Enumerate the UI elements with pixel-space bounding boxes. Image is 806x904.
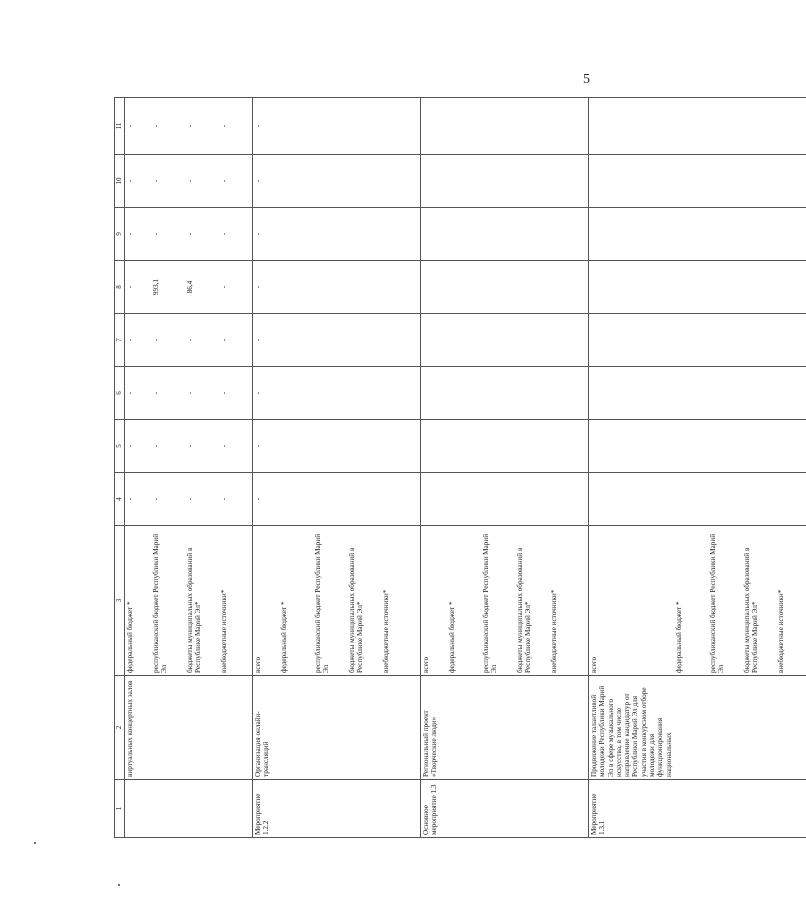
cell-value-col-9 xyxy=(381,208,421,261)
column-header-1: 1 xyxy=(115,780,125,838)
cell-value-col-7: - xyxy=(151,314,185,367)
cell-value-col-7 xyxy=(549,314,589,367)
cell-value-col-10: - xyxy=(125,155,151,208)
cell-value-col-8 xyxy=(589,261,674,314)
cell-value-col-10: - xyxy=(151,155,185,208)
cell-value-col-8 xyxy=(674,261,708,314)
table-row xyxy=(776,98,806,838)
cell-activity-name xyxy=(219,676,253,780)
column-header-8: 8 xyxy=(115,261,125,314)
cell-value-col-5 xyxy=(347,420,381,473)
cell-activity-code xyxy=(674,780,708,838)
cell-activity-name xyxy=(151,676,185,780)
cell-value-col-9: - xyxy=(219,208,253,261)
cell-activity-code xyxy=(381,780,421,838)
cell-value-col-7 xyxy=(313,314,347,367)
column-header-5: 5 xyxy=(115,420,125,473)
cell-value-col-8 xyxy=(421,261,447,314)
cell-activity-code xyxy=(481,780,515,838)
scan-speck xyxy=(34,842,36,844)
rotated-table-container xyxy=(114,98,785,838)
table-row xyxy=(549,98,589,838)
cell-value-col-6 xyxy=(447,367,481,420)
cell-value-col-4 xyxy=(708,473,742,526)
cell-value-col-9: - xyxy=(253,208,279,261)
cell-value-col-5 xyxy=(674,420,708,473)
cell-value-col-11 xyxy=(347,98,381,155)
column-header-10: 10 xyxy=(115,155,125,208)
cell-activity-code xyxy=(185,780,219,838)
cell-value-col-9: - xyxy=(151,208,185,261)
cell-value-col-8 xyxy=(708,261,742,314)
cell-value-col-10 xyxy=(549,155,589,208)
cell-funding-source: бюджеты муниципальных образований в Республике Марий Эл* xyxy=(185,526,219,676)
table-row xyxy=(589,98,674,838)
cell-value-col-11: - xyxy=(253,98,279,155)
cell-value-col-4 xyxy=(421,473,447,526)
cell-value-col-11 xyxy=(421,98,447,155)
cell-activity-code xyxy=(313,780,347,838)
cell-value-col-7 xyxy=(447,314,481,367)
cell-value-col-10: - xyxy=(185,155,219,208)
cell-value-col-4 xyxy=(481,473,515,526)
cell-value-col-5 xyxy=(776,420,806,473)
cell-activity-code: Основное мероприятие 1.3 xyxy=(421,780,447,838)
cell-funding-source: республиканский бюджет Республики Марий Эл xyxy=(708,526,742,676)
cell-activity-name xyxy=(481,676,515,780)
cell-value-col-11: - xyxy=(219,98,253,155)
cell-value-col-10 xyxy=(279,155,313,208)
table-body xyxy=(125,98,806,838)
cell-value-col-4 xyxy=(381,473,421,526)
cell-value-col-7 xyxy=(742,314,776,367)
cell-value-col-8: 86,4 xyxy=(185,261,219,314)
cell-value-col-10 xyxy=(708,155,742,208)
cell-value-col-6 xyxy=(776,367,806,420)
cell-activity-code xyxy=(549,780,589,838)
cell-value-col-10 xyxy=(447,155,481,208)
table-header-row xyxy=(115,98,125,838)
cell-value-col-7 xyxy=(421,314,447,367)
cell-value-col-11: - xyxy=(125,98,151,155)
cell-value-col-11 xyxy=(481,98,515,155)
cell-value-col-5 xyxy=(381,420,421,473)
cell-value-col-11 xyxy=(515,98,549,155)
cell-value-col-10 xyxy=(776,155,806,208)
cell-value-col-5: - xyxy=(253,420,279,473)
cell-value-col-6: - xyxy=(125,367,151,420)
cell-value-col-7 xyxy=(481,314,515,367)
cell-value-col-11 xyxy=(549,98,589,155)
cell-value-col-4 xyxy=(776,473,806,526)
cell-value-col-10 xyxy=(381,155,421,208)
column-header-7: 7 xyxy=(115,314,125,367)
cell-value-col-9 xyxy=(313,208,347,261)
cell-value-col-4: - xyxy=(185,473,219,526)
table-row xyxy=(674,98,708,838)
cell-value-col-5 xyxy=(447,420,481,473)
cell-value-col-5 xyxy=(742,420,776,473)
cell-value-col-6 xyxy=(708,367,742,420)
cell-activity-code xyxy=(776,780,806,838)
cell-value-col-7 xyxy=(515,314,549,367)
cell-activity-code xyxy=(708,780,742,838)
cell-value-col-6: - xyxy=(185,367,219,420)
cell-value-col-8: - xyxy=(253,261,279,314)
cell-funding-source: республиканский бюджет Республики Марий Эл xyxy=(313,526,347,676)
cell-activity-code xyxy=(279,780,313,838)
cell-funding-source: внебюджетные источники* xyxy=(776,526,806,676)
cell-value-col-10 xyxy=(421,155,447,208)
table-row xyxy=(742,98,776,838)
column-header-11: 11 xyxy=(115,98,125,155)
cell-value-col-10 xyxy=(515,155,549,208)
cell-value-col-4 xyxy=(347,473,381,526)
cell-activity-name xyxy=(347,676,381,780)
cell-value-col-8 xyxy=(549,261,589,314)
cell-value-col-9 xyxy=(447,208,481,261)
cell-value-col-5: - xyxy=(125,420,151,473)
cell-value-col-9 xyxy=(708,208,742,261)
cell-value-col-4 xyxy=(549,473,589,526)
cell-activity-name xyxy=(742,676,776,780)
cell-value-col-6 xyxy=(674,367,708,420)
cell-value-col-10: - xyxy=(219,155,253,208)
cell-value-col-9 xyxy=(776,208,806,261)
cell-value-col-8: 993,1 xyxy=(151,261,185,314)
cell-activity-name: Продвижение талантливой молодежи Республики Марий Эл в сфере музыкального искусства, в том числе направление кандидатур от Республики Марий Эл для участия в конкурсном отборе молодежи для функционирования национальных xyxy=(589,676,674,780)
cell-value-col-7: - xyxy=(219,314,253,367)
table-row xyxy=(447,98,481,838)
cell-value-col-5: - xyxy=(151,420,185,473)
cell-value-col-8 xyxy=(313,261,347,314)
cell-value-col-7: - xyxy=(253,314,279,367)
cell-activity-name xyxy=(447,676,481,780)
cell-value-col-10: - xyxy=(253,155,279,208)
cell-value-col-4 xyxy=(515,473,549,526)
cell-value-col-5 xyxy=(481,420,515,473)
cell-value-col-8: - xyxy=(219,261,253,314)
cell-value-col-6: - xyxy=(219,367,253,420)
cell-value-col-8 xyxy=(381,261,421,314)
cell-value-col-8 xyxy=(515,261,549,314)
cell-value-col-6: - xyxy=(151,367,185,420)
cell-activity-name xyxy=(381,676,421,780)
cell-funding-source: бюджеты муниципальных образований в Республике Марий Эл* xyxy=(742,526,776,676)
cell-value-col-6 xyxy=(313,367,347,420)
cell-value-col-7 xyxy=(381,314,421,367)
cell-value-col-6 xyxy=(515,367,549,420)
table-row xyxy=(151,98,185,838)
column-header-9: 9 xyxy=(115,208,125,261)
cell-value-col-9 xyxy=(421,208,447,261)
page-number: 5 xyxy=(583,72,590,87)
cell-value-col-4 xyxy=(674,473,708,526)
cell-funding-source: бюджеты муниципальных образований в Республике Марий Эл* xyxy=(347,526,381,676)
cell-value-col-9 xyxy=(279,208,313,261)
cell-value-col-8 xyxy=(447,261,481,314)
cell-value-col-9 xyxy=(674,208,708,261)
table-row xyxy=(515,98,549,838)
cell-value-col-5 xyxy=(279,420,313,473)
table-row xyxy=(313,98,347,838)
cell-funding-source: республиканский бюджет Республики Марий Эл xyxy=(151,526,185,676)
cell-activity-code xyxy=(447,780,481,838)
cell-activity-name xyxy=(279,676,313,780)
cell-value-col-8 xyxy=(481,261,515,314)
cell-value-col-10 xyxy=(589,155,674,208)
cell-value-col-4 xyxy=(313,473,347,526)
table-row xyxy=(125,98,151,838)
cell-value-col-8 xyxy=(347,261,381,314)
cell-value-col-9 xyxy=(742,208,776,261)
cell-value-col-4 xyxy=(589,473,674,526)
cell-value-col-6 xyxy=(421,367,447,420)
cell-value-col-11: - xyxy=(185,98,219,155)
cell-activity-name xyxy=(549,676,589,780)
table-row xyxy=(219,98,253,838)
cell-value-col-6: - xyxy=(253,367,279,420)
cell-value-col-11 xyxy=(279,98,313,155)
cell-value-col-11 xyxy=(708,98,742,155)
cell-value-col-5 xyxy=(589,420,674,473)
cell-funding-source: бюджеты муниципальных образований в Республике Марий Эл* xyxy=(515,526,549,676)
cell-value-col-6 xyxy=(742,367,776,420)
cell-value-col-5 xyxy=(421,420,447,473)
cell-activity-code xyxy=(219,780,253,838)
cell-value-col-7 xyxy=(279,314,313,367)
cell-activity-code xyxy=(515,780,549,838)
cell-value-col-9 xyxy=(515,208,549,261)
cell-funding-source: всего xyxy=(253,526,279,676)
cell-activity-name: Региональный проект «Творческие люди» xyxy=(421,676,447,780)
cell-value-col-7 xyxy=(347,314,381,367)
cell-funding-source: внебюджетные источники* xyxy=(549,526,589,676)
cell-funding-source: федеральный бюджет * xyxy=(674,526,708,676)
cell-value-col-6 xyxy=(481,367,515,420)
table-row xyxy=(279,98,313,838)
cell-value-col-4: - xyxy=(125,473,151,526)
cell-value-col-10 xyxy=(347,155,381,208)
cell-value-col-4: - xyxy=(219,473,253,526)
cell-value-col-5: - xyxy=(219,420,253,473)
cell-value-col-7: - xyxy=(125,314,151,367)
cell-value-col-11 xyxy=(447,98,481,155)
table-row xyxy=(708,98,742,838)
cell-value-col-8 xyxy=(742,261,776,314)
cell-value-col-5: - xyxy=(185,420,219,473)
cell-value-col-4: - xyxy=(253,473,279,526)
cell-value-col-4: - xyxy=(151,473,185,526)
cell-value-col-11 xyxy=(742,98,776,155)
cell-value-col-9: - xyxy=(125,208,151,261)
cell-value-col-8 xyxy=(279,261,313,314)
cell-value-col-6 xyxy=(589,367,674,420)
cell-value-col-4 xyxy=(279,473,313,526)
cell-value-col-11 xyxy=(313,98,347,155)
cell-activity-name xyxy=(313,676,347,780)
budget-table xyxy=(114,97,806,838)
table-row xyxy=(253,98,279,838)
cell-value-col-9: - xyxy=(185,208,219,261)
cell-activity-code xyxy=(151,780,185,838)
cell-funding-source: внебюджетные источники* xyxy=(381,526,421,676)
cell-funding-source: федеральный бюджет * xyxy=(279,526,313,676)
cell-value-col-4 xyxy=(742,473,776,526)
cell-value-col-4 xyxy=(447,473,481,526)
cell-value-col-8 xyxy=(776,261,806,314)
cell-funding-source: внебюджетные источники* xyxy=(219,526,253,676)
cell-activity-name: виртуальных концертных залов xyxy=(125,676,151,780)
cell-value-col-10 xyxy=(481,155,515,208)
cell-funding-source: всего xyxy=(421,526,447,676)
cell-value-col-11 xyxy=(674,98,708,155)
cell-value-col-7 xyxy=(708,314,742,367)
cell-activity-name xyxy=(674,676,708,780)
cell-value-col-7: - xyxy=(185,314,219,367)
table-row xyxy=(347,98,381,838)
cell-funding-source: федеральный бюджет * xyxy=(125,526,151,676)
cell-value-col-11 xyxy=(381,98,421,155)
cell-funding-source: республиканский бюджет Республики Марий Эл xyxy=(481,526,515,676)
cell-value-col-10 xyxy=(674,155,708,208)
cell-value-col-7 xyxy=(589,314,674,367)
cell-value-col-11: - xyxy=(151,98,185,155)
cell-value-col-10 xyxy=(742,155,776,208)
cell-value-col-7 xyxy=(674,314,708,367)
cell-value-col-10 xyxy=(313,155,347,208)
cell-value-col-6 xyxy=(347,367,381,420)
cell-value-col-9 xyxy=(589,208,674,261)
cell-activity-name: Организация онлайн-трансляций xyxy=(253,676,279,780)
table-row xyxy=(481,98,515,838)
cell-value-col-5 xyxy=(549,420,589,473)
cell-value-col-11 xyxy=(589,98,674,155)
column-header-6: 6 xyxy=(115,367,125,420)
cell-activity-name xyxy=(185,676,219,780)
cell-value-col-6 xyxy=(279,367,313,420)
cell-activity-name xyxy=(776,676,806,780)
column-header-3: 3 xyxy=(115,526,125,676)
column-header-4: 4 xyxy=(115,473,125,526)
column-header-2: 2 xyxy=(115,676,125,780)
cell-funding-source: всего xyxy=(589,526,674,676)
cell-activity-code: Мероприятие 1.2.2 xyxy=(253,780,279,838)
cell-value-col-8: - xyxy=(125,261,151,314)
cell-activity-name xyxy=(708,676,742,780)
cell-value-col-5 xyxy=(313,420,347,473)
cell-activity-code xyxy=(125,780,151,838)
cell-value-col-11 xyxy=(776,98,806,155)
table-row xyxy=(381,98,421,838)
cell-value-col-5 xyxy=(515,420,549,473)
cell-funding-source: федеральный бюджет * xyxy=(447,526,481,676)
cell-value-col-6 xyxy=(549,367,589,420)
table-row xyxy=(421,98,447,838)
cell-value-col-7 xyxy=(776,314,806,367)
cell-activity-code xyxy=(347,780,381,838)
cell-value-col-6 xyxy=(381,367,421,420)
cell-value-col-9 xyxy=(481,208,515,261)
table-row xyxy=(185,98,219,838)
cell-value-col-9 xyxy=(347,208,381,261)
scan-speck xyxy=(118,884,120,886)
cell-value-col-9 xyxy=(549,208,589,261)
cell-activity-name xyxy=(515,676,549,780)
cell-value-col-5 xyxy=(708,420,742,473)
cell-activity-code xyxy=(742,780,776,838)
cell-activity-code: Мероприятие 1.3.1 xyxy=(589,780,674,838)
